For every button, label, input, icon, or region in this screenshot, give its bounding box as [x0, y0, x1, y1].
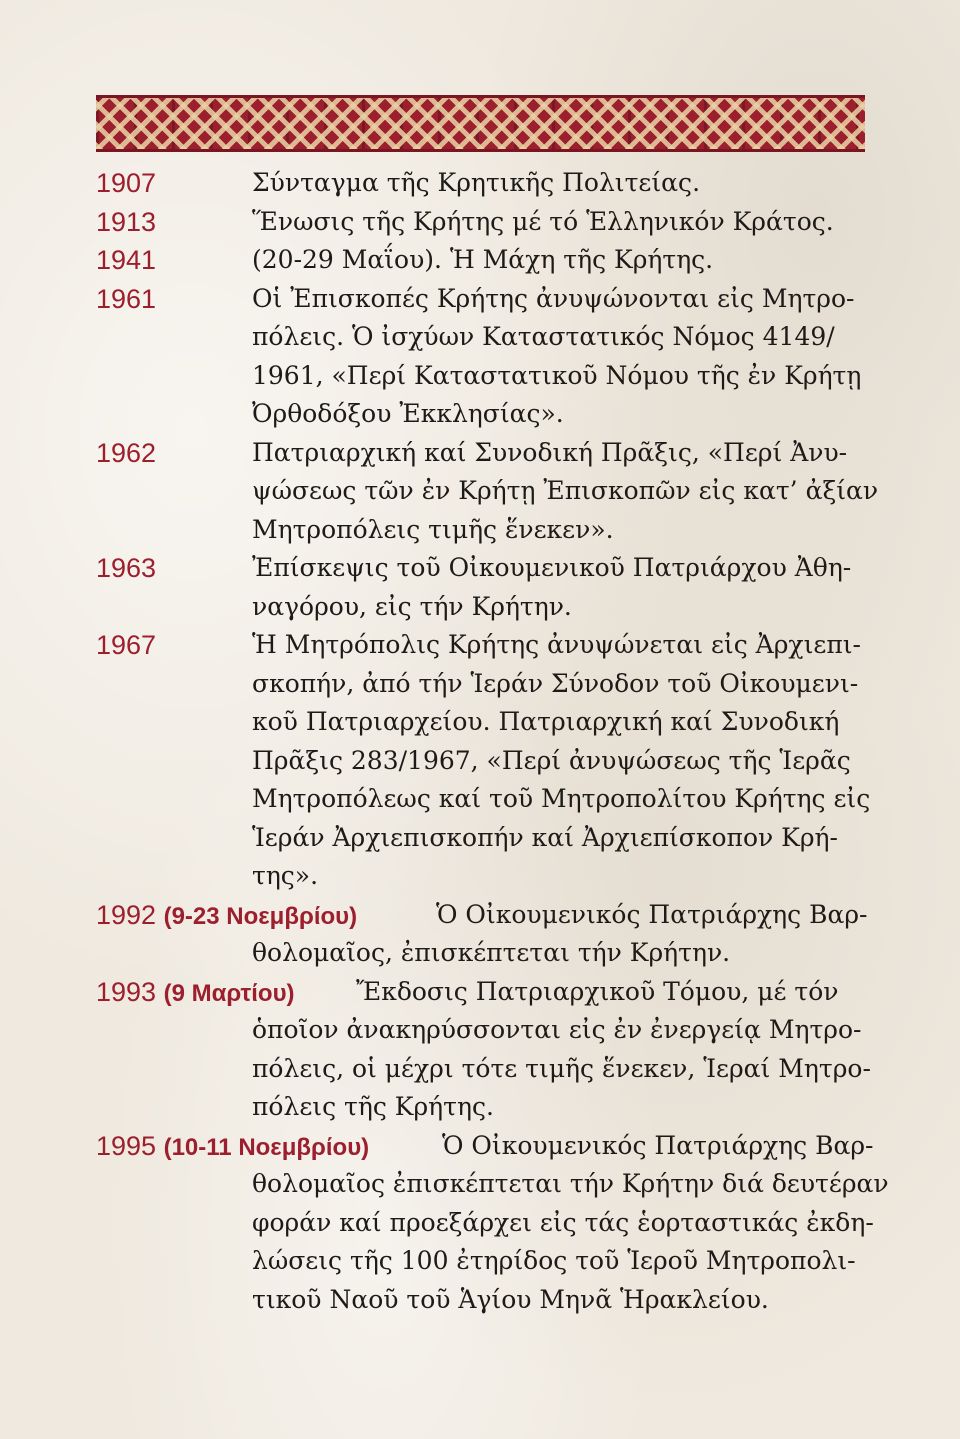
entry-line: Πρᾶξις 283/1967, «Περί ἀνυψώσεως τῆς Ἱερᾶς — [252, 745, 851, 775]
entry-year-label — [96, 203, 156, 242]
timeline — [96, 164, 889, 1319]
entry-text — [252, 241, 871, 280]
entry-year-label — [96, 973, 295, 1014]
entry-year-label — [96, 549, 156, 588]
entry-date-note: (9 Μαρτίου) — [163, 979, 295, 1007]
entry-line: Σύνταγμα τῆς Κρητικῆς Πολιτείας. — [252, 168, 701, 197]
entry-date-note: (10-11 Νοεμβρίου) — [163, 1133, 370, 1161]
entry-line: λώσεις τῆς 100 ἐτηρίδος τοῦ Ἱεροῦ Μητροπολι- — [252, 1246, 856, 1275]
entry-line: πόλεις. Ὁ ἰσχύων Καταστατικός Νόμος 4149/ — [252, 322, 835, 351]
entry-line: της». — [252, 861, 319, 890]
entry-text — [252, 203, 871, 242]
entry-line: Ἔκδοσις Πατριαρχικοῦ Τόμου, μέ τόν — [356, 976, 839, 1006]
entry-line: Μητροπόλεις τιμῆς ἕνεκεν». — [252, 514, 614, 544]
entry-line: Ἕνωσις τῆς Κρήτης μέ τό Ἑλληνικόν Κράτος. — [252, 206, 834, 236]
timeline-entry — [96, 626, 871, 896]
entry-line: ὁποῖον ἀνακηρύσσονται εἰς ἐν ἐνεργείᾳ Μητρο- — [252, 1015, 862, 1044]
entry-year-label — [96, 626, 156, 665]
entry-line: Ὁ Οἰκουμενικός Πατριάρχης Βαρ- — [442, 1130, 874, 1160]
entry-year: 1913 — [96, 206, 157, 237]
entry-line: Ἱεράν Ἀρχιεπισκοπήν καί Ἀρχιεπίσκοπον Κρή- — [252, 822, 838, 852]
timeline-entry — [96, 203, 871, 242]
timeline-entry — [96, 164, 871, 203]
entry-year-label — [96, 280, 156, 319]
entry-line: (20-29 Μαΐου). Ἡ Μάχη τῆς Κρήτης. — [252, 245, 714, 274]
entry-line: πόλεις τῆς Κρήτης. — [252, 1092, 494, 1121]
entry-year-label — [96, 896, 357, 937]
ornamental-pattern-band — [96, 95, 865, 152]
entry-date-note: (9-23 Νοεμβρίου) — [163, 902, 358, 930]
timeline-entry — [96, 896, 871, 973]
entry-year: 1992 — [96, 899, 157, 930]
entry-line: Πατριαρχική καί Συνοδική Πρᾶξις, «Περί Ἀνυ- — [252, 437, 848, 467]
entry-year: 1962 — [96, 437, 157, 468]
entry-line: 1961, «Περί Καταστατικοῦ Νόμου τῆς ἐν Κρήτῃ — [252, 360, 862, 390]
entry-year: 1961 — [96, 283, 157, 314]
entry-line: φοράν καί προεξάρχει εἰς τάς ἑορταστικάς ἐκδη- — [252, 1207, 874, 1237]
entry-line: Οἱ Ἐπισκοπές Κρήτης ἀνυψώνονται εἰς Μητρο- — [252, 283, 855, 313]
entry-text — [252, 626, 871, 896]
timeline-entry — [96, 241, 871, 280]
entry-year: 1995 — [96, 1130, 157, 1161]
entry-line: Μητροπόλεως καί τοῦ Μητροπολίτου Κρήτης εἰς — [252, 784, 871, 813]
entry-line: θολομαῖος ἐπισκέπτεται τήν Κρήτην διά δευτέραν — [252, 1169, 889, 1198]
timeline-entry — [96, 280, 871, 434]
entry-line: ναγόρου, εἰς τήν Κρήτην. — [252, 591, 572, 621]
timeline-entry — [96, 434, 879, 550]
entry-line: Ἡ Μητρόπολις Κρήτης ἀνυψώνεται εἰς Ἀρχιεπι- — [252, 630, 862, 659]
entry-text — [252, 434, 879, 550]
timeline-entry — [96, 973, 871, 1127]
entry-year: 1963 — [96, 553, 157, 583]
entry-year-label — [96, 164, 156, 203]
timeline-entry — [96, 1127, 889, 1320]
entry-line: κοῦ Πατριαρχείου. Πατριαρχική καί Συνοδική — [252, 707, 840, 736]
entry-text — [252, 280, 871, 434]
entry-line: ψώσεως τῶν ἐν Κρήτῃ Ἐπισκοπῶν εἰς κατ’ ἀξίαν — [252, 476, 879, 505]
entry-year-label — [96, 241, 156, 280]
entry-line: τικοῦ Ναοῦ τοῦ Ἁγίου Μηνᾶ Ἡρακλείου. — [252, 1284, 769, 1314]
entry-line: Ὁ Οἰκουμενικός Πατριάρχης Βαρ- — [436, 899, 868, 929]
entry-year-label — [96, 1127, 369, 1168]
entry-year: 1993 — [96, 976, 157, 1007]
entry-year: 1941 — [96, 245, 157, 275]
entry-line: θολομαῖος, ἐπισκέπτεται τήν Κρήτην. — [252, 938, 731, 967]
entry-year: 1907 — [96, 168, 157, 198]
entry-text — [252, 549, 871, 626]
timeline-entry — [96, 549, 871, 626]
entry-year: 1967 — [96, 630, 157, 660]
entry-line: πόλεις, οἱ μέχρι τότε τιμῆς ἕνεκεν, Ἱεραί Μητρο- — [252, 1053, 871, 1083]
entry-text — [252, 164, 871, 203]
entry-line: Ὀρθοδόξου Ἐκκλησίας». — [252, 399, 564, 428]
entry-text — [252, 973, 871, 1127]
entry-line: σκοπήν, ἀπό τήν Ἱεράν Σύνοδον τοῦ Οἰκουμενι- — [252, 668, 859, 698]
entry-year-label — [96, 434, 156, 473]
entry-line: Ἐπίσκεψις τοῦ Οἰκουμενικοῦ Πατριάρχου Ἀθη- — [252, 553, 852, 582]
